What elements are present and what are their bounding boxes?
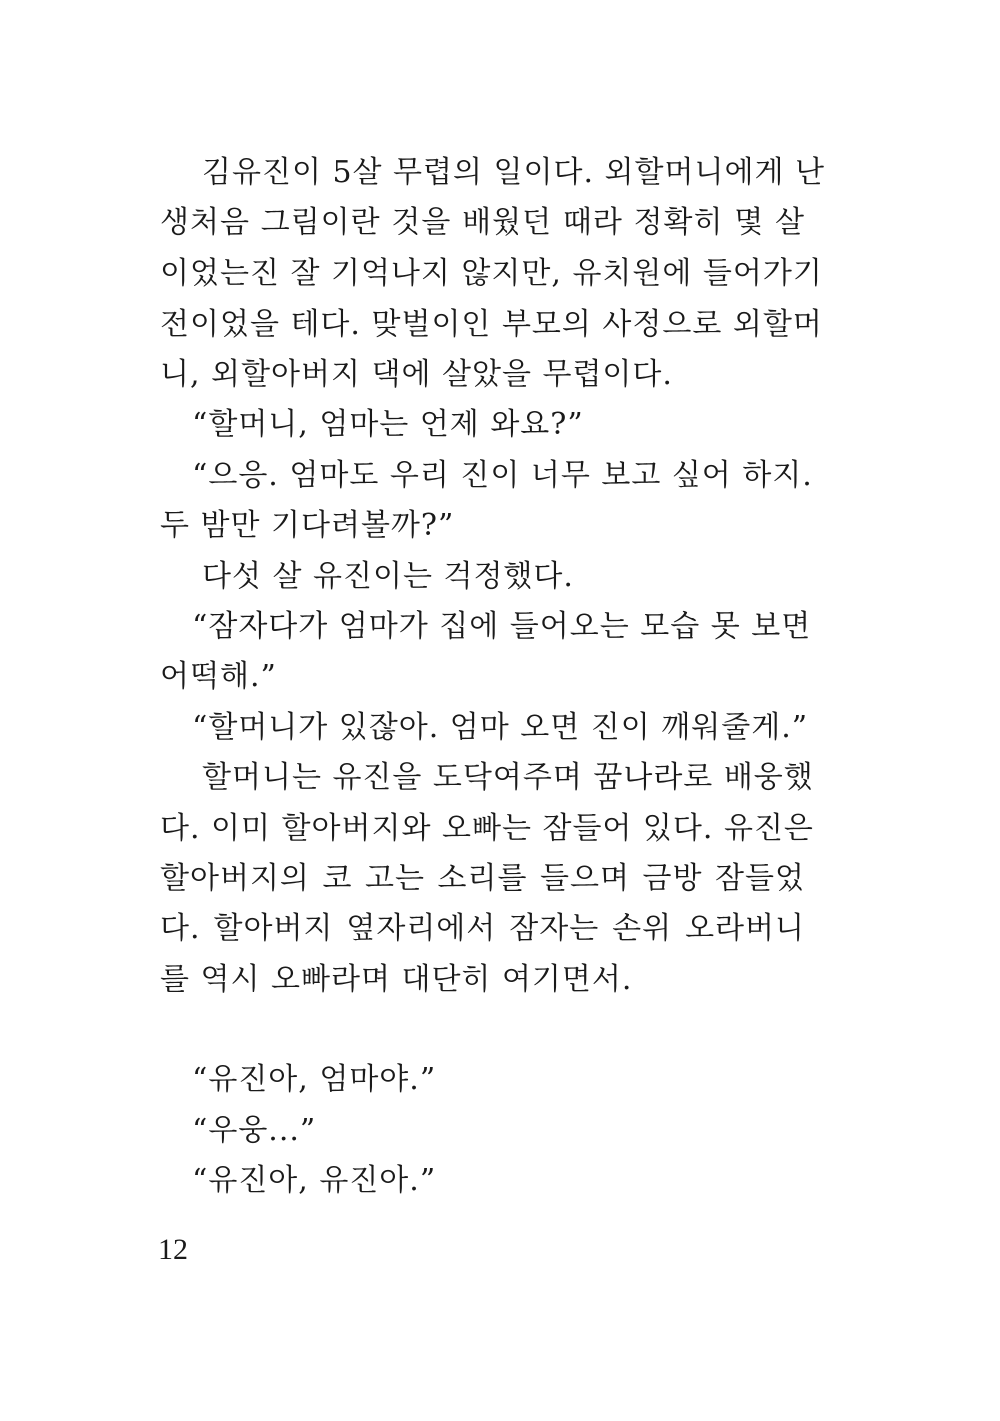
dialogue-line: 어떡해.” [160, 659, 277, 694]
dialogue-line: “우웅...” [192, 1113, 317, 1148]
dialogue-line: “할머니가 있잖아. 엄마 오면 진이 깨워줄게.” [192, 710, 809, 745]
narration-line: 다섯 살 유진이는 걱정했다. [202, 559, 574, 594]
paragraph-line: 전이었을 테다. 맞벌이인 부모의 사정으로 외할머 [160, 307, 823, 342]
paragraph-line: 다. 할아버지 옆자리에서 잠자는 손위 오라버니 [160, 911, 805, 946]
dialogue-line: “으응. 엄마도 우리 진이 너무 보고 싶어 하지. [192, 458, 813, 493]
dialogue-line: “할머니, 엄마는 언제 와요?” [192, 407, 584, 442]
dialogue-line: 두 밤만 기다려볼까?” [160, 508, 455, 543]
paragraph-line: 이었는진 잘 기억나지 않지만, 유치원에 들어가기 [160, 256, 823, 291]
paragraph-line: 생처음 그림이란 것을 배웠던 때라 정확히 몇 살 [160, 205, 805, 240]
paragraph-line: 김유진이 5살 무렵의 일이다. 외할머니에게 난 [202, 155, 825, 190]
dialogue-line: “유진아, 유진아.” [192, 1163, 437, 1198]
dialogue-line: “잠자다가 엄마가 집에 들어오는 모습 못 보면 [192, 609, 812, 644]
paragraph-line: 할머니는 유진을 도닥여주며 꿈나라로 배웅했 [202, 760, 814, 795]
paragraph-line: 할아버지의 코 고는 소리를 들으며 금방 잠들었 [160, 861, 805, 896]
paragraph-line: 다. 이미 할아버지와 오빠는 잠들어 있다. 유진은 [160, 811, 814, 846]
dialogue-line: “유진아, 엄마야.” [192, 1062, 437, 1097]
paragraph-line: 니, 외할아버지 댁에 살았을 무렵이다. [160, 357, 673, 392]
page-number: 12 [158, 1233, 188, 1266]
paragraph-line: 를 역시 오빠라며 대단히 여기면서. [160, 962, 633, 997]
